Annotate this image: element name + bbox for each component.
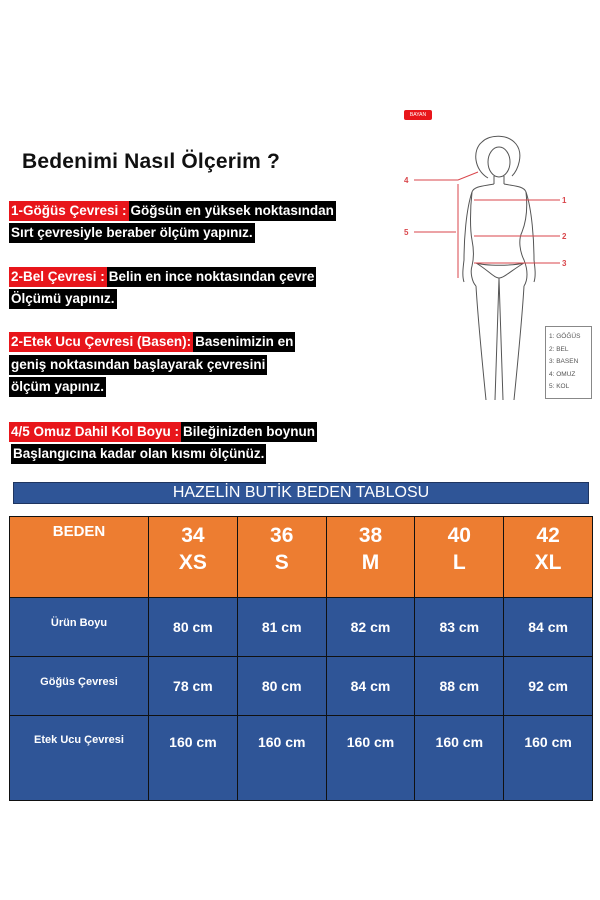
page-title: Bedenimi Nasıl Ölçerim ? [22, 150, 281, 173]
table-cell: 160 cm [237, 716, 326, 801]
table-header-row [10, 517, 593, 598]
row-label: Etek Ucu Çevresi [10, 716, 149, 801]
legend-item: 1: GÖĞÜS [549, 333, 581, 340]
instruction-4-text-2: Başlangıcına kadar olan kısmı ölçünüz. [11, 444, 266, 464]
size-column-l: 40 L [415, 517, 504, 598]
body-measurement-figure [400, 100, 600, 420]
marker-2: 2 [562, 232, 567, 241]
instruction-4-line-2 [11, 444, 266, 464]
instruction-1-line-1 [9, 201, 336, 221]
instruction-4-label: 4/5 Omuz Dahil Kol Boyu : [9, 422, 181, 442]
table-cell: 78 cm [149, 657, 238, 716]
instruction-3-label: 2-Etek Ucu Çevresi (Basen): [9, 332, 193, 352]
marker-1: 1 [562, 196, 567, 205]
instruction-2-text-2: Ölçümü yapınız. [9, 289, 117, 309]
size-table-banner: HAZELİN BUTİK BEDEN TABLOSU [13, 482, 589, 504]
marker-5: 5 [404, 228, 409, 237]
table-cell: 88 cm [415, 657, 504, 716]
table-cell: 160 cm [149, 716, 238, 801]
instruction-3-line-1 [9, 332, 295, 352]
row-label: Ürün Boyu [10, 598, 149, 657]
instruction-1-text: Göğsün en yüksek noktasından [129, 201, 336, 221]
size-column-s: 36 S [237, 517, 326, 598]
instruction-3-text: Basenimizin en [193, 332, 295, 352]
table-cell: 160 cm [326, 716, 415, 801]
legend-item: 5: KOL [549, 383, 570, 390]
instruction-2-label: 2-Bel Çevresi : [9, 267, 107, 287]
table-cell: 81 cm [237, 598, 326, 657]
instruction-2-line-1 [9, 267, 316, 287]
instruction-4-text: Bileğinizden boynun [181, 422, 317, 442]
instruction-3-text-2: geniş noktasından başlayarak çevresini [9, 355, 267, 375]
table-cell: 92 cm [504, 657, 593, 716]
table-cell: 160 cm [504, 716, 593, 801]
table-row [10, 716, 593, 801]
table-cell: 84 cm [326, 657, 415, 716]
gender-badge: BAYAN [404, 110, 432, 120]
table-row [10, 598, 593, 657]
table-cell: 80 cm [237, 657, 326, 716]
row-label: Göğüs Çevresi [10, 657, 149, 716]
instruction-1-text-2: Sırt çevresiyle beraber ölçüm yapınız. [9, 223, 255, 243]
size-column-xl: 42 XL [504, 517, 593, 598]
table-cell: 160 cm [415, 716, 504, 801]
marker-4: 4 [404, 176, 409, 185]
instruction-1-line-2 [9, 223, 255, 243]
size-column-m: 38 M [326, 517, 415, 598]
legend-item: 2: BEL [549, 345, 569, 353]
instruction-4-line-1 [9, 422, 317, 442]
header-label: BEDEN [10, 517, 149, 598]
table-cell: 84 cm [504, 598, 593, 657]
size-table [9, 516, 593, 801]
legend-item: 3: BASEN [549, 358, 579, 365]
measurement-legend [545, 326, 592, 399]
size-column-xs: 34 XS [149, 517, 238, 598]
table-cell: 82 cm [326, 598, 415, 657]
instruction-2-line-2 [9, 289, 117, 309]
instruction-2-text: Belin en ince noktasından çevre [107, 267, 317, 287]
instruction-3-text-3: ölçüm yapınız. [9, 377, 106, 397]
instruction-3-line-2 [9, 355, 267, 375]
legend-item: 4: OMUZ [549, 370, 576, 378]
instruction-3-line-3 [9, 377, 106, 397]
table-cell: 83 cm [415, 598, 504, 657]
marker-3: 3 [562, 259, 567, 268]
table-row [10, 657, 593, 716]
instruction-1-label: 1-Göğüs Çevresi : [9, 201, 129, 221]
table-cell: 80 cm [149, 598, 238, 657]
